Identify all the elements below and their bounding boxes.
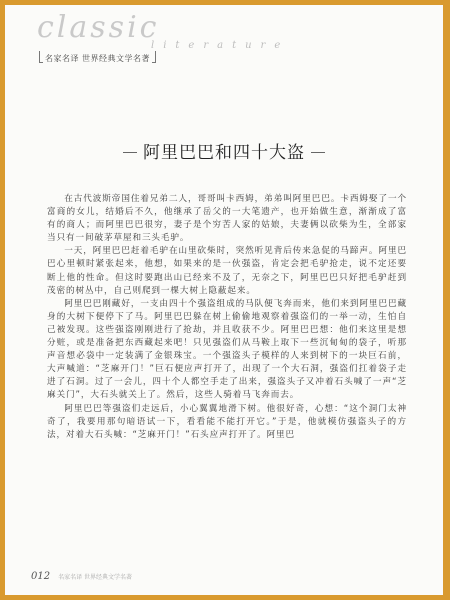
paragraph: 在古代波斯帝国住着兄弟二人，哥哥叫卡西姆，弟弟叫阿里巴巴。卡西姆娶了一个富商的女儿，结婚后不久，他继承了岳父的一大笔遗产，也开始做生意，渐渐成了富有的商人；而阿里巴巴很穷，妻子是个穷苦人家的姑娘，夫妻俩以砍柴为生，全部家当只有一间破茅草屋和三头毛驴。	[47, 194, 407, 244]
bracket-right-icon	[152, 51, 156, 63]
bracket-left-icon	[39, 51, 43, 63]
book-page	[5, 5, 443, 595]
chapter-body	[47, 193, 407, 442]
dash-left-icon	[123, 152, 137, 153]
footer-text: 名家名译 世界经典文学名著	[58, 574, 133, 581]
brand-subtitle: literature	[151, 40, 290, 51]
dash-right-icon	[311, 152, 325, 153]
page-number: 012	[31, 571, 51, 582]
paragraph: 一天，阿里巴巴赶着毛驴在山里砍柴时，突然听见背后传来急促的马蹄声。阿里巴巴心里顿时紧张起来，他想，如果来的是一伙强盗，肯定会把毛驴抢走，说不定还要断上他的性命。但这时要跑出山已经来不及了，无奈之下，阿里巴巴只好把毛驴赶到茂密的树丛中，自己则爬到一棵大树上隐蔽起来。	[47, 246, 407, 296]
page-footer	[31, 571, 132, 582]
paragraph: 阿里巴巴等强盗们走远后，小心翼翼地滑下树。他很好奇，心想：“这个洞门太神奇了，我要用那句暗语试一下，看看能不能打开它。”于是，他就模仿强盗头子的方法，对着大石头喊：“芝麻开门！”石头应声打开了。阿里巴	[47, 403, 407, 440]
brand-watermark: classic	[37, 10, 160, 45]
series-label	[39, 51, 156, 64]
series-text: 名家名译 世界经典文学名著	[45, 54, 151, 63]
chapter-title-text: 阿里巴巴和四十大盗	[143, 143, 305, 163]
chapter-title	[5, 138, 443, 163]
paragraph: 阿里巴巴刚藏好，一支由四十个强盗组成的马队便飞奔而来，他们来到阿里巴巴藏身的大树下便停下了马。阿里巴巴躲在树上偷偷地观察着强盗们的一举一动，生怕自己被发现。这些强盗刚刚进行了抢劫，并且收获不少。阿里巴巴想：他们来这里是想分赃，或是准备把东西藏起来吧！只见强盗们从马鞍上取下一些沉甸甸的袋子，听那声音想必袋中一定装满了金银珠宝。一个强盗头子模样的人来到树下的一块巨石前，大声喊道：“芝麻开门！”巨石便应声打开了，出现了一个大石洞，强盗们扛着袋子走进了石洞。过了一会儿，四十个人都空手走了出来，强盗头子又冲着石头喊了一声“芝麻关门”，大石头就关上了。然后，这些人骑着马飞奔而去。	[47, 298, 407, 401]
